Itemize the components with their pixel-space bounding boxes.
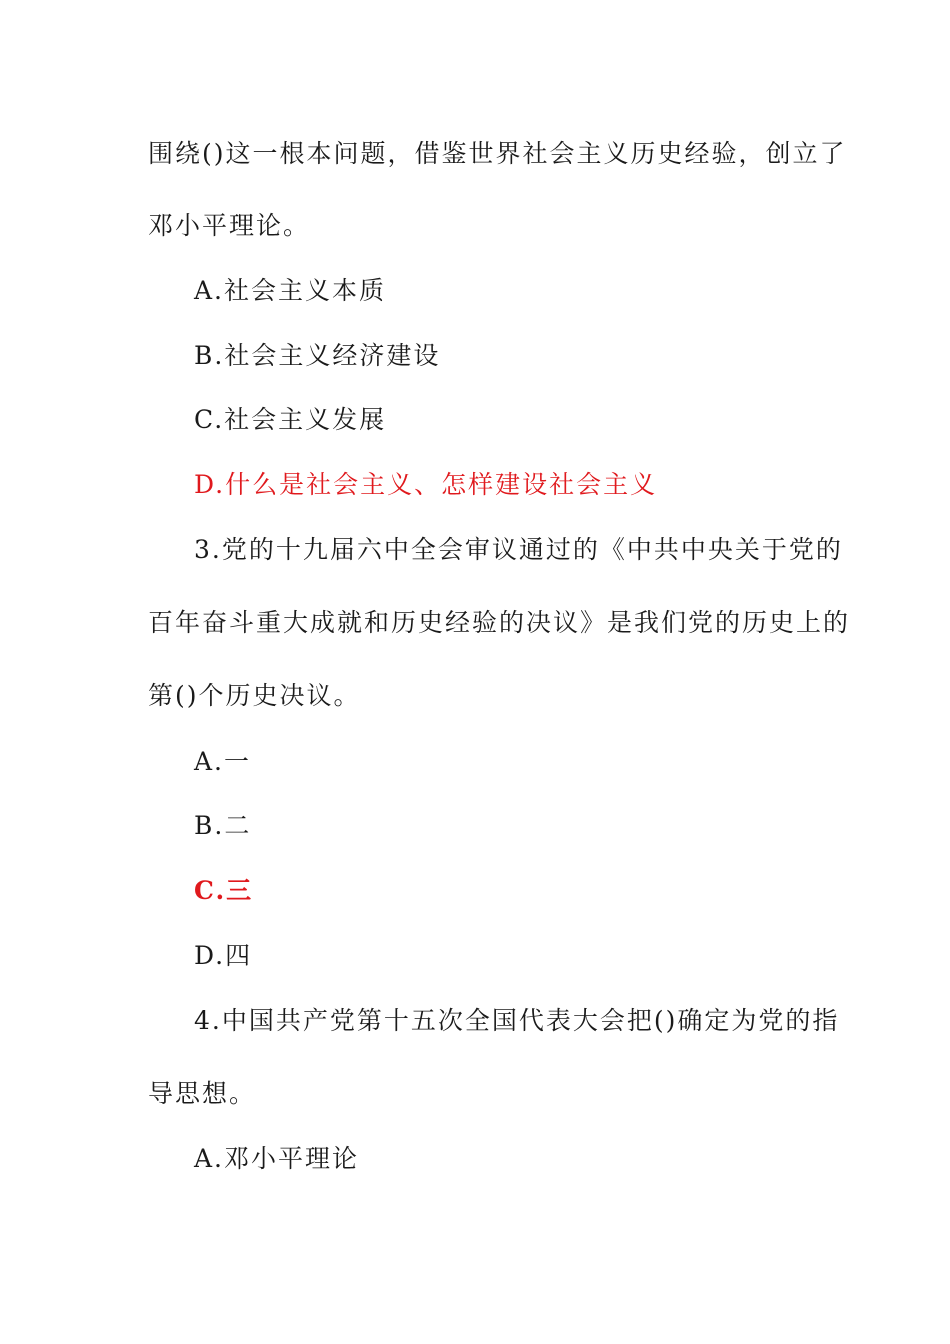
- option-a: A.社会主义本质: [194, 276, 387, 305]
- question-3-stem-line: 3.党的十九届六中全会审议通过的《中共中央关于党的: [194, 535, 843, 564]
- option-a: A.一: [194, 747, 252, 776]
- option-d: D.四: [194, 941, 253, 970]
- option-d-correct-answer: D.什么是社会主义、怎样建设社会主义: [194, 470, 658, 499]
- question-3-stem-line: 百年奋斗重大成就和历史经验的决议》是我们党的历史上的: [148, 608, 851, 637]
- question-4-stem-line: 导思想。: [148, 1079, 257, 1108]
- question-stem-line: 邓小平理论。: [148, 211, 311, 240]
- option-a: A.邓小平理论: [194, 1144, 360, 1173]
- option-c-correct-answer: C.三: [194, 876, 254, 905]
- option-c: C.社会主义发展: [194, 405, 387, 434]
- question-stem-line: 围绕()这一根本问题，借鉴世界社会主义历史经验，创立了: [148, 139, 847, 168]
- question-4-stem-line: 4.中国共产党第十五次全国代表大会把()确定为党的指: [194, 1006, 840, 1035]
- option-b: B.社会主义经济建设: [194, 341, 441, 370]
- option-b: B.二: [194, 811, 252, 840]
- question-3-stem-line: 第()个历史决议。: [148, 681, 361, 710]
